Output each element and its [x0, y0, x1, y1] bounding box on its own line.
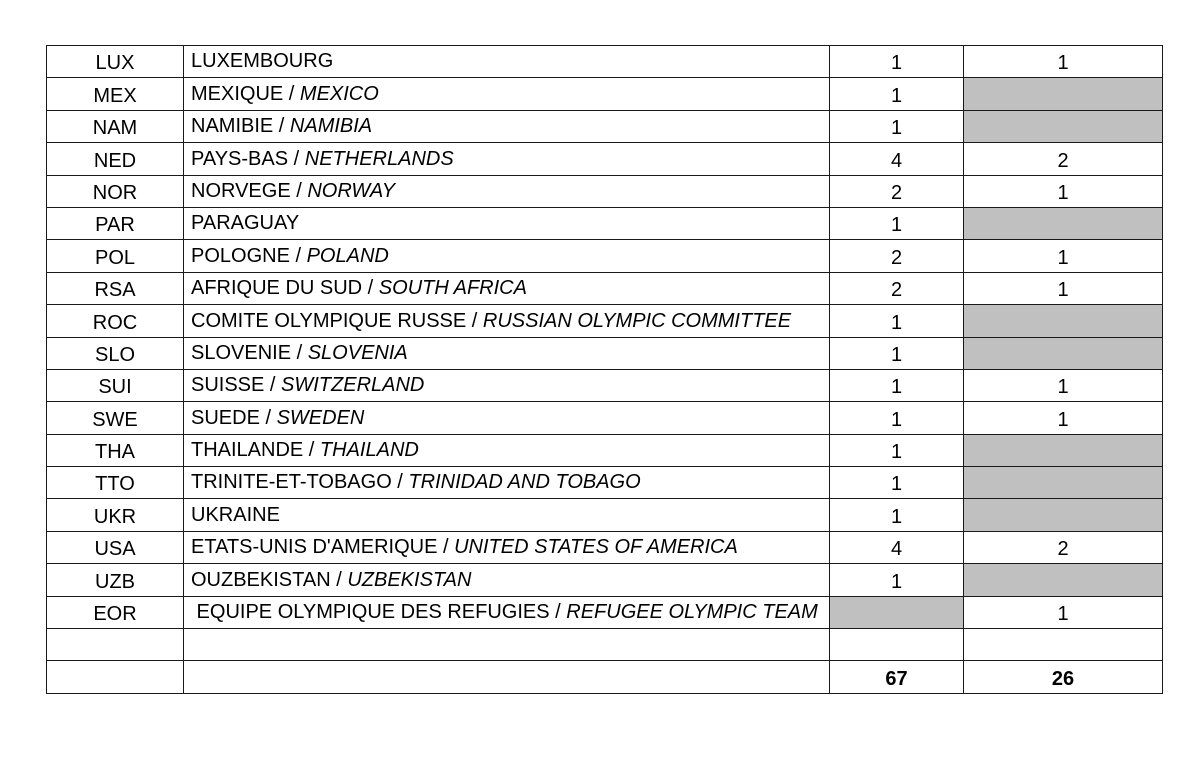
- country-code-cell: USA: [47, 531, 184, 563]
- table-row: [47, 46, 1163, 78]
- country-name-english: POLAND: [306, 244, 389, 267]
- table-body: [47, 46, 1163, 694]
- shaded-cell: [830, 596, 964, 628]
- country-name-french: ETATS-UNIS D'AMERIQUE /: [191, 536, 455, 559]
- country-name-cell: [184, 110, 830, 142]
- country-code-cell: RSA: [47, 272, 184, 304]
- country-name-cell: [184, 337, 830, 369]
- country-name-cell: [184, 240, 830, 272]
- country-name-cell: [184, 369, 830, 401]
- count-a-cell: 2: [830, 175, 964, 207]
- total-a-cell: 67: [830, 661, 964, 693]
- country-name-french: MEXIQUE /: [191, 82, 300, 105]
- count-a-cell: 4: [830, 531, 964, 563]
- table-row: [47, 596, 1163, 628]
- country-name-english: REFUGEE OLYMPIC TEAM: [566, 601, 818, 624]
- country-name-french: OUZBEKISTAN /: [191, 568, 348, 591]
- count-a-cell: 1: [830, 369, 964, 401]
- table-row: [47, 78, 1163, 110]
- country-name-french: NAMIBIE /: [191, 115, 290, 138]
- country-name-french: PAYS-BAS /: [191, 147, 305, 170]
- shaded-cell: [964, 78, 1163, 110]
- count-b-cell: 1: [964, 596, 1163, 628]
- country-code-cell: UKR: [47, 499, 184, 531]
- country-name-cell: [184, 272, 830, 304]
- table-row: [47, 467, 1163, 499]
- count-a-cell: 1: [830, 46, 964, 78]
- country-code-cell: THA: [47, 434, 184, 466]
- table-row: [47, 175, 1163, 207]
- count-a-cell: 1: [830, 110, 964, 142]
- table-row: [47, 272, 1163, 304]
- count-a-cell: 1: [830, 402, 964, 434]
- country-code-cell: EOR: [47, 596, 184, 628]
- count-b-cell: 1: [964, 46, 1163, 78]
- count-b-cell: 1: [964, 272, 1163, 304]
- country-name-french: EQUIPE OLYMPIQUE DES REFUGIES /: [191, 601, 567, 624]
- country-name-cell: [184, 207, 830, 239]
- totals-code-cell: [47, 661, 184, 693]
- table-row: [47, 110, 1163, 142]
- shaded-cell: [964, 467, 1163, 499]
- country-name-french: SUISSE /: [191, 374, 282, 397]
- count-a-cell: 1: [830, 207, 964, 239]
- totals-name-cell: [184, 661, 830, 693]
- table-row: [47, 402, 1163, 434]
- country-code-cell: NED: [47, 143, 184, 175]
- country-name-english: TRINIDAD AND TOBAGO: [408, 471, 641, 494]
- table-row: [47, 207, 1163, 239]
- count-b-cell: 2: [964, 143, 1163, 175]
- country-name-cell: [184, 629, 830, 661]
- country-code-cell: PAR: [47, 207, 184, 239]
- shaded-cell: [964, 499, 1163, 531]
- country-name-french: NORVEGE /: [191, 179, 308, 202]
- country-name-cell: [184, 175, 830, 207]
- country-code-cell: POL: [47, 240, 184, 272]
- count-a-cell: 4: [830, 143, 964, 175]
- shaded-cell: [964, 305, 1163, 337]
- table-row: [47, 629, 1163, 661]
- count-a-cell: 1: [830, 305, 964, 337]
- country-name-french: COMITE OLYMPIQUE RUSSE /: [191, 309, 483, 332]
- total-b-cell: 26: [964, 661, 1163, 693]
- country-name-french: LUXEMBOURG: [191, 50, 334, 73]
- country-name-french: SUEDE /: [191, 406, 277, 429]
- table-row: [47, 434, 1163, 466]
- table-row: [47, 531, 1163, 563]
- country-name-french: PARAGUAY: [191, 212, 300, 235]
- country-name-cell: [184, 596, 830, 628]
- count-b-cell: 2: [964, 531, 1163, 563]
- count-a-cell: 2: [830, 240, 964, 272]
- country-code-cell: [47, 629, 184, 661]
- country-name-cell: [184, 467, 830, 499]
- country-name-english: SOUTH AFRICA: [378, 277, 527, 300]
- table-row: [47, 240, 1163, 272]
- count-a-cell: 1: [830, 337, 964, 369]
- shaded-cell: [964, 337, 1163, 369]
- shaded-cell: [964, 207, 1163, 239]
- country-name-cell: [184, 78, 830, 110]
- country-name-cell: [184, 499, 830, 531]
- table-row: [47, 564, 1163, 596]
- count-a-cell: 1: [830, 499, 964, 531]
- country-name-english: SWITZERLAND: [281, 374, 425, 397]
- country-code-cell: SLO: [47, 337, 184, 369]
- country-name-english: NETHERLANDS: [304, 147, 454, 170]
- count-b-cell: 1: [964, 240, 1163, 272]
- country-name-cell: [184, 402, 830, 434]
- country-name-english: SWEDEN: [276, 406, 365, 429]
- country-name-french: POLOGNE /: [191, 244, 307, 267]
- count-b-cell: 1: [964, 175, 1163, 207]
- country-code-cell: UZB: [47, 564, 184, 596]
- country-name-cell: [184, 434, 830, 466]
- country-name-english: MEXICO: [299, 82, 379, 105]
- country-name-english: RUSSIAN OLYMPIC COMMITTEE: [482, 309, 792, 332]
- count-a-cell: [830, 629, 964, 661]
- count-a-cell: 1: [830, 564, 964, 596]
- count-a-cell: 1: [830, 467, 964, 499]
- table-row: [47, 369, 1163, 401]
- country-table: [46, 45, 1163, 694]
- country-name-french: TRINITE-ET-TOBAGO /: [191, 471, 409, 494]
- country-code-cell: LUX: [47, 46, 184, 78]
- country-name-cell: [184, 564, 830, 596]
- table-row: [47, 143, 1163, 175]
- count-b-cell: 1: [964, 369, 1163, 401]
- country-code-cell: NAM: [47, 110, 184, 142]
- country-code-cell: TTO: [47, 467, 184, 499]
- country-code-cell: MEX: [47, 78, 184, 110]
- country-code-cell: NOR: [47, 175, 184, 207]
- country-name-french: AFRIQUE DU SUD /: [191, 277, 379, 300]
- shaded-cell: [964, 434, 1163, 466]
- country-name-french: UKRAINE: [191, 503, 280, 526]
- country-name-cell: [184, 305, 830, 337]
- country-code-cell: SUI: [47, 369, 184, 401]
- table-row: [47, 305, 1163, 337]
- shaded-cell: [964, 564, 1163, 596]
- country-name-english: NORWAY: [307, 179, 396, 202]
- table-row: [47, 337, 1163, 369]
- country-name-french: SLOVENIE /: [191, 341, 308, 364]
- country-name-english: UNITED STATES OF AMERICA: [454, 536, 738, 559]
- country-code-cell: ROC: [47, 305, 184, 337]
- count-b-cell: [964, 629, 1163, 661]
- country-name-english: THAILAND: [319, 439, 419, 462]
- country-name-english: NAMIBIA: [289, 115, 373, 138]
- count-b-cell: 1: [964, 402, 1163, 434]
- country-name-cell: [184, 143, 830, 175]
- totals-row: [47, 661, 1163, 693]
- country-code-cell: SWE: [47, 402, 184, 434]
- country-name-english: SLOVENIA: [307, 341, 408, 364]
- count-a-cell: 2: [830, 272, 964, 304]
- shaded-cell: [964, 110, 1163, 142]
- country-name-french: THAILANDE /: [191, 439, 320, 462]
- count-a-cell: 1: [830, 78, 964, 110]
- country-name-cell: [184, 531, 830, 563]
- table-row: [47, 499, 1163, 531]
- count-a-cell: 1: [830, 434, 964, 466]
- country-name-english: UZBEKISTAN: [347, 568, 472, 591]
- country-name-cell: [184, 46, 830, 78]
